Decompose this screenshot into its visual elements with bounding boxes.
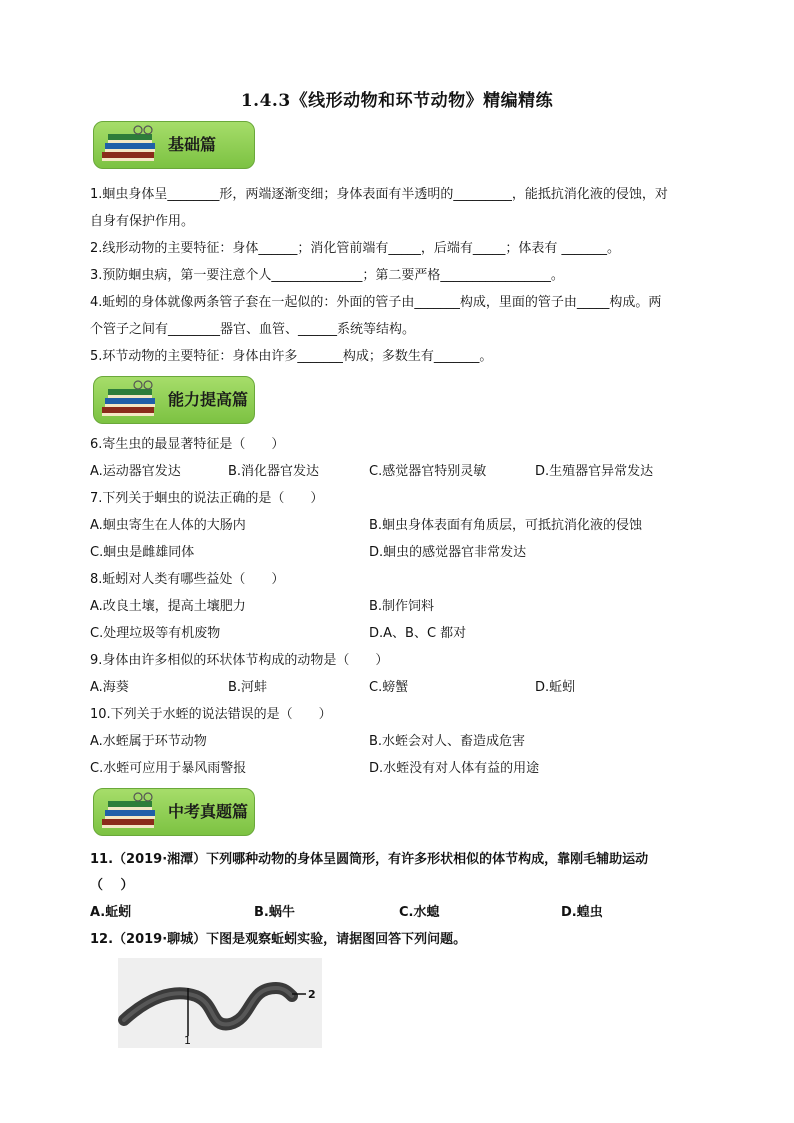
q7-option-c: C.蛔虫是雌雄同体 — [90, 545, 195, 560]
q9-stem: 9.身体由许多相似的环状体节构成的动物是（ ） — [90, 653, 389, 668]
q6-option-d: D.生殖器官异常发达 — [535, 464, 654, 479]
q8-stem: 8.蚯蚓对人类有哪些益处（ ） — [90, 572, 285, 587]
q10-option-b: B.水蛭会对人、畜造成危害 — [369, 734, 526, 749]
section-badge-exam — [93, 788, 255, 836]
basic-line-3: 2.线形动物的主要特征：身体______；消化管前端有_____，后端有_____；体表有 _______。 — [90, 241, 621, 256]
earthworm-figure — [118, 958, 322, 1048]
q9-option-d: D.蚯蚓 — [535, 680, 576, 695]
q8-option-a: A.改良土壤，提高土壤肥力 — [90, 599, 246, 614]
q9-option-a: A.海葵 — [90, 680, 129, 695]
q10-stem: 10.下列关于水蛭的说法错误的是（ ） — [90, 707, 332, 722]
q8-option-b: B.制作饲料 — [369, 599, 435, 614]
basic-line-6: 个管子之间有________器官、血管、______系统等结构。 — [90, 322, 416, 337]
q6-option-b: B.消化器官发达 — [228, 464, 320, 479]
figure-label-2: 2 — [308, 988, 316, 1001]
basic-line-4: 3.预防蛔虫病，第一要注意个人______________；第二要严格_________________。 — [90, 268, 564, 283]
q8-option-c: C.处理垃圾等有机废物 — [90, 626, 221, 641]
basic-line-2: 自身有保护作用。 — [90, 214, 195, 229]
basic-line-5: 4.蚯蚓的身体就像两条管子套在一起似的：外面的管子由_______构成，里面的管子由_____构成。两 — [90, 295, 662, 310]
q11-option-c: C.水螅 — [399, 905, 440, 920]
q6-option-a: A.运动器官发达 — [90, 464, 181, 479]
basic-line-1: 1.蛔虫身体呈________形，两端逐渐变细；身体表面有半透明的_________，能抵抗消化液的侵蚀，对 — [90, 187, 668, 202]
q11-stem-line-2: （ ） — [90, 878, 134, 893]
earthworm-illustration — [118, 958, 322, 1048]
q11-stem-line-1: 11.（2019·湘潭）下列哪种动物的身体呈圆筒形，有许多形状相似的体节构成，靠刚毛辅助运动 — [90, 852, 649, 867]
q10-option-c: C.水蛭可应用于暴风雨警报 — [90, 761, 247, 776]
q7-option-d: D.蛔虫的感觉器官非常发达 — [369, 545, 527, 560]
q11-option-b: B.蜗牛 — [254, 905, 295, 920]
section-badge-advanced — [93, 376, 255, 424]
q9-option-c: C.螃蟹 — [369, 680, 409, 695]
q8-option-d: D.A、B、C 都对 — [369, 626, 467, 641]
q7-option-b: B.蛔虫身体表面有角质层，可抵抗消化液的侵蚀 — [369, 518, 643, 533]
q9-option-b: B.河蚌 — [228, 680, 268, 695]
section-label-exam: 中考真题篇 — [168, 802, 249, 821]
section-badge-basic — [93, 121, 255, 169]
q12-stem: 12.（2019·聊城）下图是观察蚯蚓实验，请据图回答下列问题。 — [90, 932, 467, 947]
books-icon — [96, 122, 166, 168]
q11-option-d: D.蝗虫 — [561, 905, 603, 920]
section-label-basic: 基础篇 — [168, 135, 217, 154]
q7-stem: 7.下列关于蛔虫的说法正确的是（ ） — [90, 491, 324, 506]
q10-option-a: A.水蛭属于环节动物 — [90, 734, 207, 749]
section-label-advanced: 能力提高篇 — [168, 390, 249, 409]
q6-stem: 6.寄生虫的最显著特征是（ ） — [90, 437, 285, 452]
figure-label-1: 1 — [184, 1034, 191, 1047]
q7-option-a: A.蛔虫寄生在人体的大肠内 — [90, 518, 246, 533]
books-icon — [96, 377, 166, 423]
q6-option-c: C.感觉器官特别灵敏 — [369, 464, 487, 479]
books-icon — [96, 789, 166, 835]
basic-line-7: 5.环节动物的主要特征：身体由许多_______构成；多数生有_______。 — [90, 349, 493, 364]
q11-option-a: A.蚯蚓 — [90, 905, 132, 920]
page-title: 1.4.3《线形动物和环节动物》精编精练 — [240, 91, 554, 111]
q10-option-d: D.水蛭没有对人体有益的用途 — [369, 761, 540, 776]
